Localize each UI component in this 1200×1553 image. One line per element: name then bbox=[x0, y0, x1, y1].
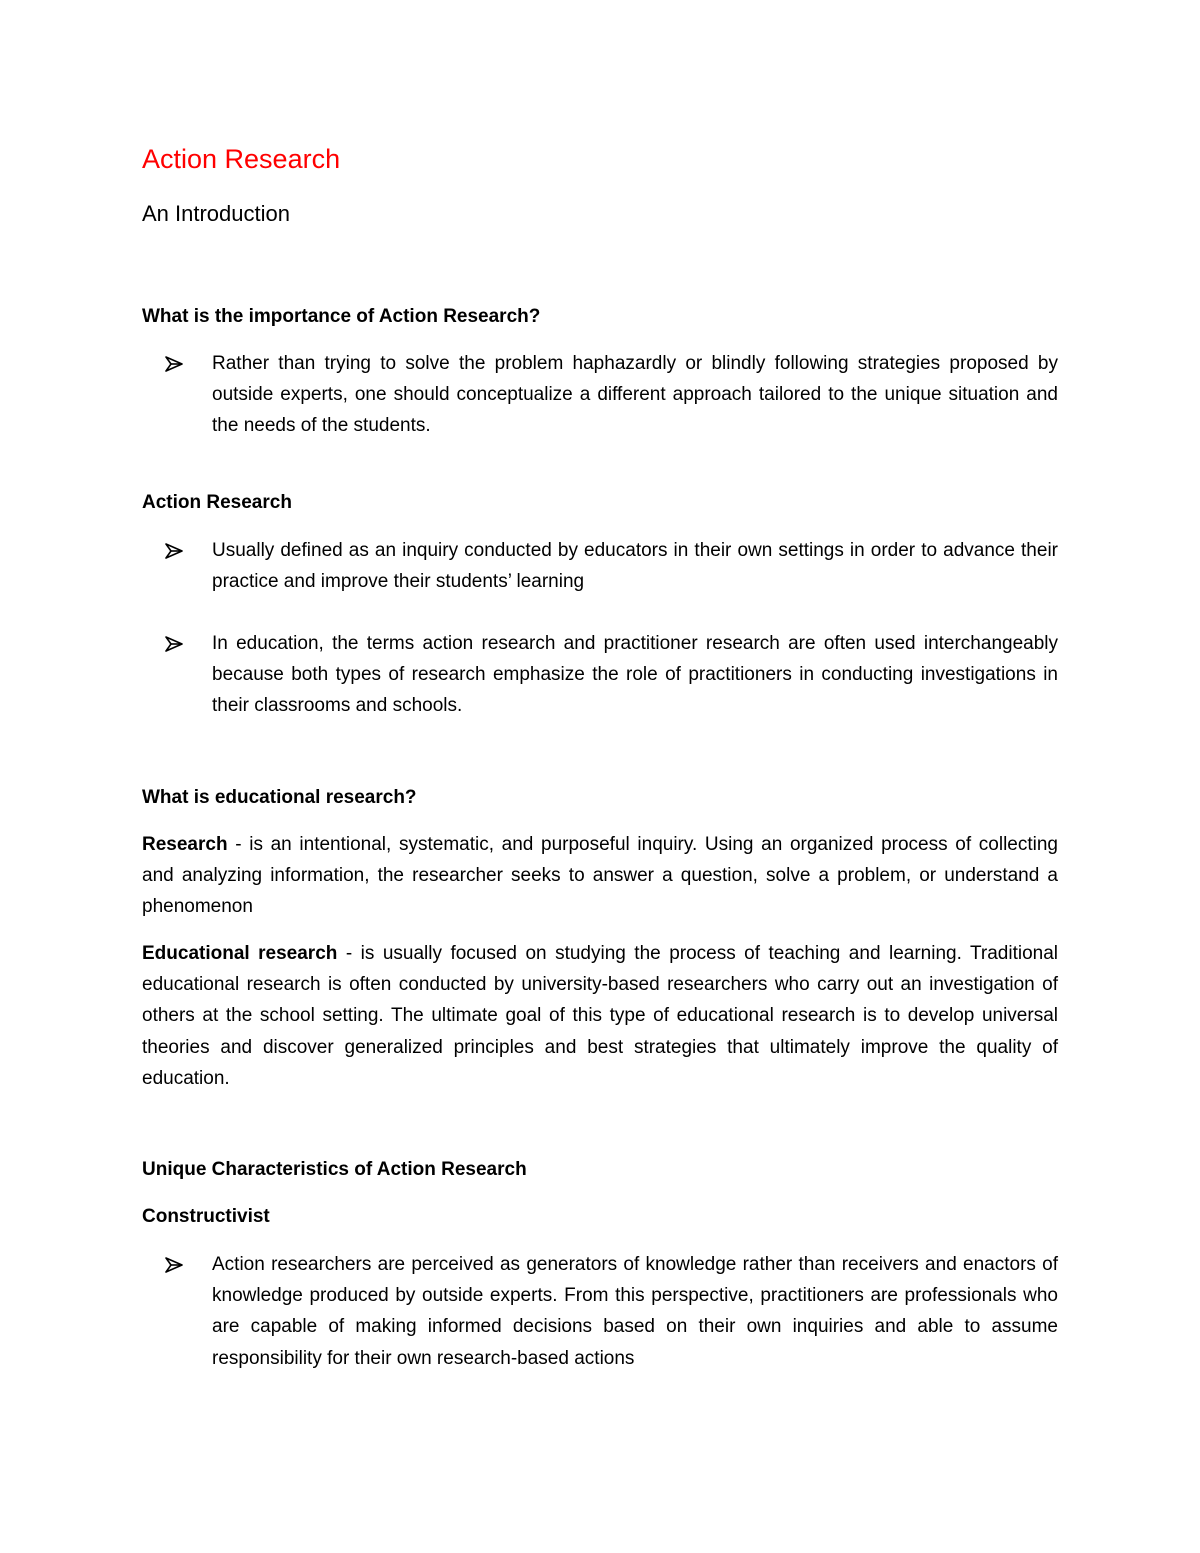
educational-research-definition-text: - is usually focused on studying the process of teaching and learning. Traditional educational research is often conducted by university-based researchers who carry out an investigation of others at the school setting. The ultimate goal of this type of educational research is to develop universal theories and discover generalized principles and best strategies that ultimately improve the quality of education. bbox=[142, 943, 1058, 1089]
arrow-bullet-icon bbox=[165, 348, 187, 379]
research-definition bbox=[142, 829, 1058, 923]
bullet-text: Usually defined as an inquiry conducted by educators in their own settings in order to advance their practice and improve their students’ learning bbox=[212, 540, 1058, 593]
educational-research-definition bbox=[142, 938, 1058, 1094]
arrow-bullet-icon bbox=[165, 1249, 187, 1280]
section-heading-educational-research: What is educational research? bbox=[142, 787, 417, 808]
list-item bbox=[142, 535, 1058, 597]
document-subtitle: An Introduction bbox=[142, 201, 290, 226]
section-heading-action-research: Action Research bbox=[142, 492, 292, 513]
bullet-text: In education, the terms action research and practitioner research are often used interchangeably because both types of research emphasize the role of practitioners in conducting investigations in their classrooms and schools. bbox=[212, 633, 1058, 717]
term-research: Research bbox=[142, 834, 228, 855]
list-item bbox=[142, 1249, 1058, 1374]
section-heading-importance: What is the importance of Action Research? bbox=[142, 306, 541, 327]
bullet-text: Rather than trying to solve the problem haphazardly or blindly following strategies proposed by outside experts, one should conceptualize a different approach tailored to the unique situation and the needs of the students. bbox=[212, 353, 1058, 437]
section-heading-characteristics: Unique Characteristics of Action Research bbox=[142, 1159, 527, 1180]
term-educational-research: Educational research bbox=[142, 943, 338, 964]
document-title: Action Research bbox=[142, 144, 341, 174]
arrow-bullet-icon bbox=[165, 535, 187, 566]
list-item bbox=[142, 628, 1058, 722]
list-item bbox=[142, 348, 1058, 442]
subheading-constructivist: Constructivist bbox=[142, 1206, 270, 1227]
research-definition-text: - is an intentional, systematic, and purposeful inquiry. Using an organized process of collecting and analyzing information, the researcher seeks to answer a question, solve a problem, or understand a phenomenon bbox=[142, 834, 1058, 918]
arrow-bullet-icon bbox=[165, 628, 187, 659]
bullet-text: Action researchers are perceived as generators of knowledge rather than receivers and enactors of knowledge produced by outside experts. From this perspective, practitioners are professionals who are capable of making informed decisions based on their own inquiries and able to assume responsibility for their own research-based actions bbox=[212, 1254, 1058, 1369]
